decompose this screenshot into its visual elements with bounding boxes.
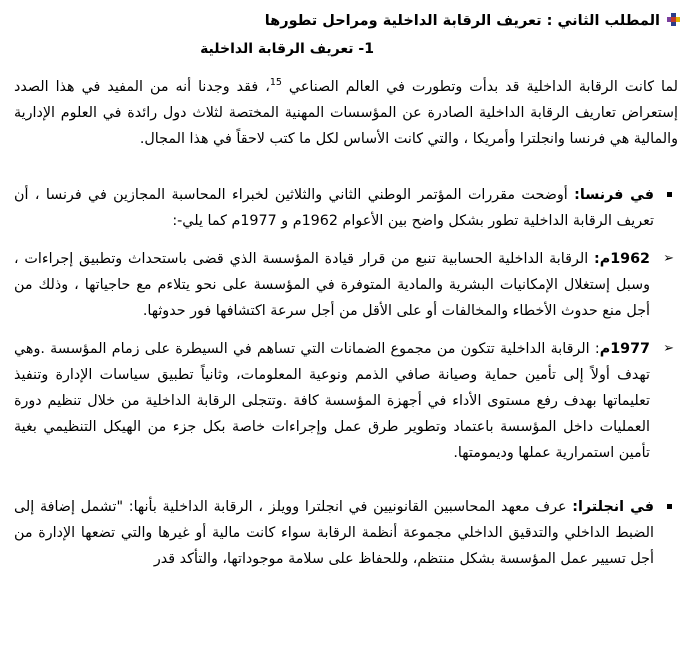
intro-paragraph-part-b: ، فقد وجدنا أنه من المفيد في هذا الصدد إستعراض تعاريف الرقابة الداخلية الصادرة عن المؤسسات المهنية المختصة لثلاث دول رائدة في العلوم الإدارية والمالية هي فرنسا وانجلترا وأمريكا ، والتي كانت الأساس لكل ما كتب لاحقاً في هذا المجال.: [14, 79, 678, 147]
list-item-1977-text: : الرقابة الداخلية تتكون من مجموع الضمانات التي تساهم في السيطرة على زمام المؤسسة .وهي تهدف أولاً إلى تأمين حماية وصيانة صافي الذمم ونوعية المعلومات، وثانياً تطبيق سياسات الإدارة وتنفيذ تعليماتها بهدف رفع مستوى الأداء في أجهزة المؤسسة كافة .وتتجلى الرقابة الداخلية من خلال تنظيم دورة العمليات داخل المؤسسة باعتماد وتطوير طرق عمل وإجراءات خاصة بكل جزء من الهيكل التنظيمي بغية تأمين استمرارية عملها وديمومتها.: [14, 341, 650, 461]
footnote-reference: 15: [269, 77, 282, 89]
intro-paragraph-part-a: لما كانت الرقابة الداخلية قد بدأت وتطورت في العالم الصناعي: [281, 79, 679, 95]
list-item-1962-text: الرقابة الداخلية الحسابية تنبع من قرار قيادة المؤسسة الذي قضى باستحداث وتطبيق إجراءات ، وسبل إستغلال الإمكانيات البشرية والمادية المتوفرة في المؤسسة على نحو يتلاءم مع حاجياتها ، وذلك من أجل منع حدوث الأخطاء والمخالفات أو على الأقل من أجل سرعة اكتشافها فور حدوثها.: [14, 251, 650, 319]
quad-square-bullet-icon: [667, 13, 680, 26]
list-item-1962-year: 1962م:: [594, 251, 650, 267]
page-title: المطلب الثاني : تعريف الرقابة الداخلية ومراحل تطورها: [264, 13, 660, 29]
list-item-england-label: في انجلترا:: [572, 499, 654, 515]
list-item-england-text: عرف معهد المحاسبين القانونيين في انجلترا وويلز ، الرقابة الداخلية بأنها: "تشمل إضافة إلى الضبط الداخلي والتدقيق الداخلي مجموعة أنظمة الرقابة سواء كانت مالية أو غيرها والتي تضعها الإدارة من أجل تسيير عمل المؤسسة بشكل منتظم، وللحفاظ على سلامة موجوداتها، والتأكد قدر: [14, 499, 654, 567]
list-item-france-text: أوضحت مقررات المؤتمر الوطني الثاني والثلاثين لخبراء المحاسبة المجازين في فرنسا ، أن تعريف الرقابة الداخلية تطور بشكل واضح بين الأعوام 1962م و 1977م كما يلي-:: [14, 187, 654, 229]
list-item-1977-year: 1977م: [599, 341, 650, 357]
list-item-france: [12, 182, 680, 234]
section-subtitle-text: 1- تعريف الرقابة الداخلية: [200, 41, 374, 57]
list-item-1962: [12, 246, 680, 324]
list-item-england: [12, 494, 680, 572]
list-item-1977: [12, 336, 680, 466]
section-subtitle: [12, 38, 562, 60]
document-heading: [12, 10, 680, 32]
spacer-2: [12, 466, 680, 482]
list-item-france-label: في فرنسا:: [574, 187, 655, 203]
spacer: [12, 152, 680, 168]
intro-paragraph: [12, 74, 680, 152]
